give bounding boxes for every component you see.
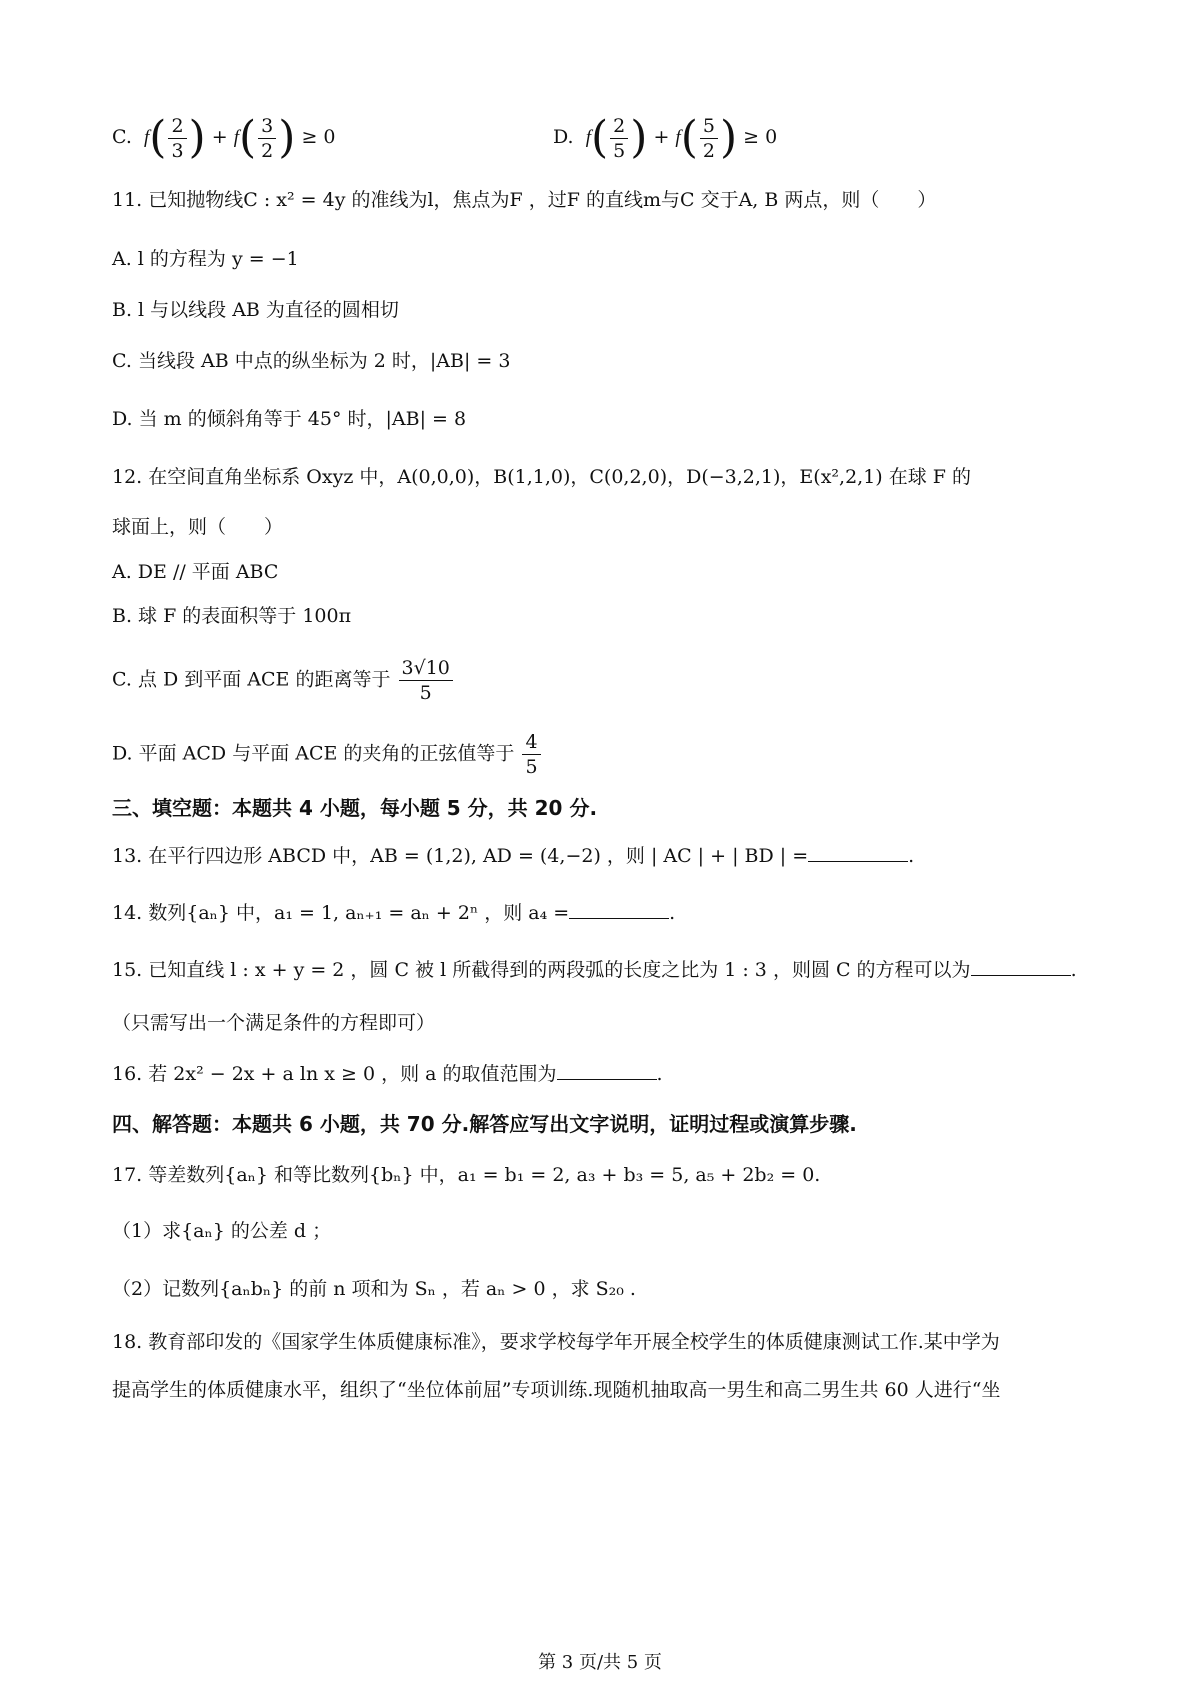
q17-part-2: （2）记数列{aₙbₙ} 的前 n 项和为 Sₙ ，若 aₙ > 0 ，求 S₂₀ . <box>112 1278 636 1300</box>
q12-stem: 12. 在空间直角坐标系 Oxyz 中，A(0,0,0)，B(1,1,0)，C(0,2,0)，D(−3,2,1)，E(x²,2,1) 在球 F 的 <box>112 466 972 488</box>
option-label: C. <box>112 126 132 148</box>
q15-note: （只需写出一个满足条件的方程即可） <box>112 1012 436 1034</box>
q18-line-2: 提高学生的体质健康水平，组织了“坐位体前屈”专项训练.现随机抽取高一男生和高二男生共 60 人进行“坐 <box>112 1379 1001 1401</box>
q12-d-fraction: $\frac{4}{5}$ <box>522 730 540 779</box>
q12-option-c <box>112 656 455 705</box>
q12-option-b: B. 球 F 的表面积等于 100π <box>112 605 352 627</box>
section-4-heading: 四、解答题：本题共 6 小题，共 70 分.解答应写出文字说明，证明过程或演算步骤. <box>112 1112 857 1136</box>
q16: 16. 若 2x² − 2x + a ln x ≥ 0 ，则 a 的取值范围为 . <box>112 1063 663 1085</box>
q12-stem-cont: 球面上，则（ ） <box>112 516 284 538</box>
answer-blank <box>569 900 669 919</box>
q16-text: 16. 若 2x² − 2x + a ln x ≥ 0 ，则 a 的取值范围为 <box>112 1063 557 1085</box>
q11-option-a: A. l 的方程为 y = −1 <box>112 248 299 270</box>
q11-option-b: B. l 与以线段 AB 为直径的圆相切 <box>112 299 399 321</box>
q12-option-d <box>112 730 543 779</box>
q11-option-d: D. 当 m 的倾斜角等于 45° 时，|AB| = 8 <box>112 408 467 430</box>
q12-d-text: D. 平面 ACD 与平面 ACE 的夹角的正弦值等于 <box>112 742 515 765</box>
section-3-heading: 三、填空题：本题共 4 小题，每小题 5 分，共 20 分. <box>112 796 598 820</box>
option-label: D. <box>553 126 574 148</box>
answer-blank <box>557 1061 657 1080</box>
q14: 14. 数列{aₙ} 中，a₁ = 1, aₙ₊₁ = aₙ + 2ⁿ ，则 a₄ = . <box>112 902 676 924</box>
q12-option-a: A. DE // 平面 ABC <box>112 561 279 583</box>
q10-option-c: C. f( $\frac{2}{3}$ ) + f( $\frac{3}{2}$ ) ≥ 0 <box>112 112 336 163</box>
q12-c-text: C. 点 D 到平面 ACE 的距离等于 <box>112 668 391 691</box>
q15-text: 15. 已知直线 l : x + y = 2 ，圆 C 被 l 所截得到的两段弧的长度之比为 1 : 3 ，则圆 C 的方程可以为 <box>112 959 971 981</box>
answer-blank <box>808 843 908 862</box>
q18-line-1: 18. 教育部印发的《国家学生体质健康标准》，要求学校每学年开展全校学生的体质健康测试工作.某中学为 <box>112 1331 1000 1353</box>
q13-text: 13. 在平行四边形 ABCD 中，AB = (1,2), AD = (4,−2) ，则 | AC | + | BD | = <box>112 845 809 867</box>
q17-stem: 17. 等差数列{aₙ} 和等比数列{bₙ} 中，a₁ = b₁ = 2, a₃ + b₃ = 5, a₅ + 2b₂ = 0. <box>112 1164 821 1186</box>
q11-option-c: C. 当线段 AB 中点的纵坐标为 2 时，|AB| = 3 <box>112 350 511 372</box>
q10-option-d: D. f( $\frac{2}{5}$ ) + f( $\frac{5}{2}$ ) ≥ 0 <box>553 112 778 163</box>
answer-blank <box>971 957 1071 976</box>
q11-stem: 11. 已知抛物线C : x² = 4y 的准线为l，焦点为F ，过F 的直线m与C 交于A, B 两点，则（ ） <box>112 189 937 211</box>
q15: 15. 已知直线 l : x + y = 2 ，圆 C 被 l 所截得到的两段弧的长度之比为 1 : 3 ，则圆 C 的方程可以为 . <box>112 959 1077 981</box>
q14-text: 14. 数列{aₙ} 中，a₁ = 1, aₙ₊₁ = aₙ + 2ⁿ ，则 a₄ = <box>112 902 570 924</box>
page-footer: 第 3 页/共 5 页 <box>538 1652 662 1673</box>
q17-part-1: （1）求{aₙ} 的公差 d ； <box>112 1220 332 1242</box>
q12-c-fraction: $\frac{3√10}{5}$ <box>399 656 453 705</box>
q13: 13. 在平行四边形 ABCD 中，AB = (1,2), AD = (4,−2) ，则 | AC | + | BD | = . <box>112 845 915 867</box>
